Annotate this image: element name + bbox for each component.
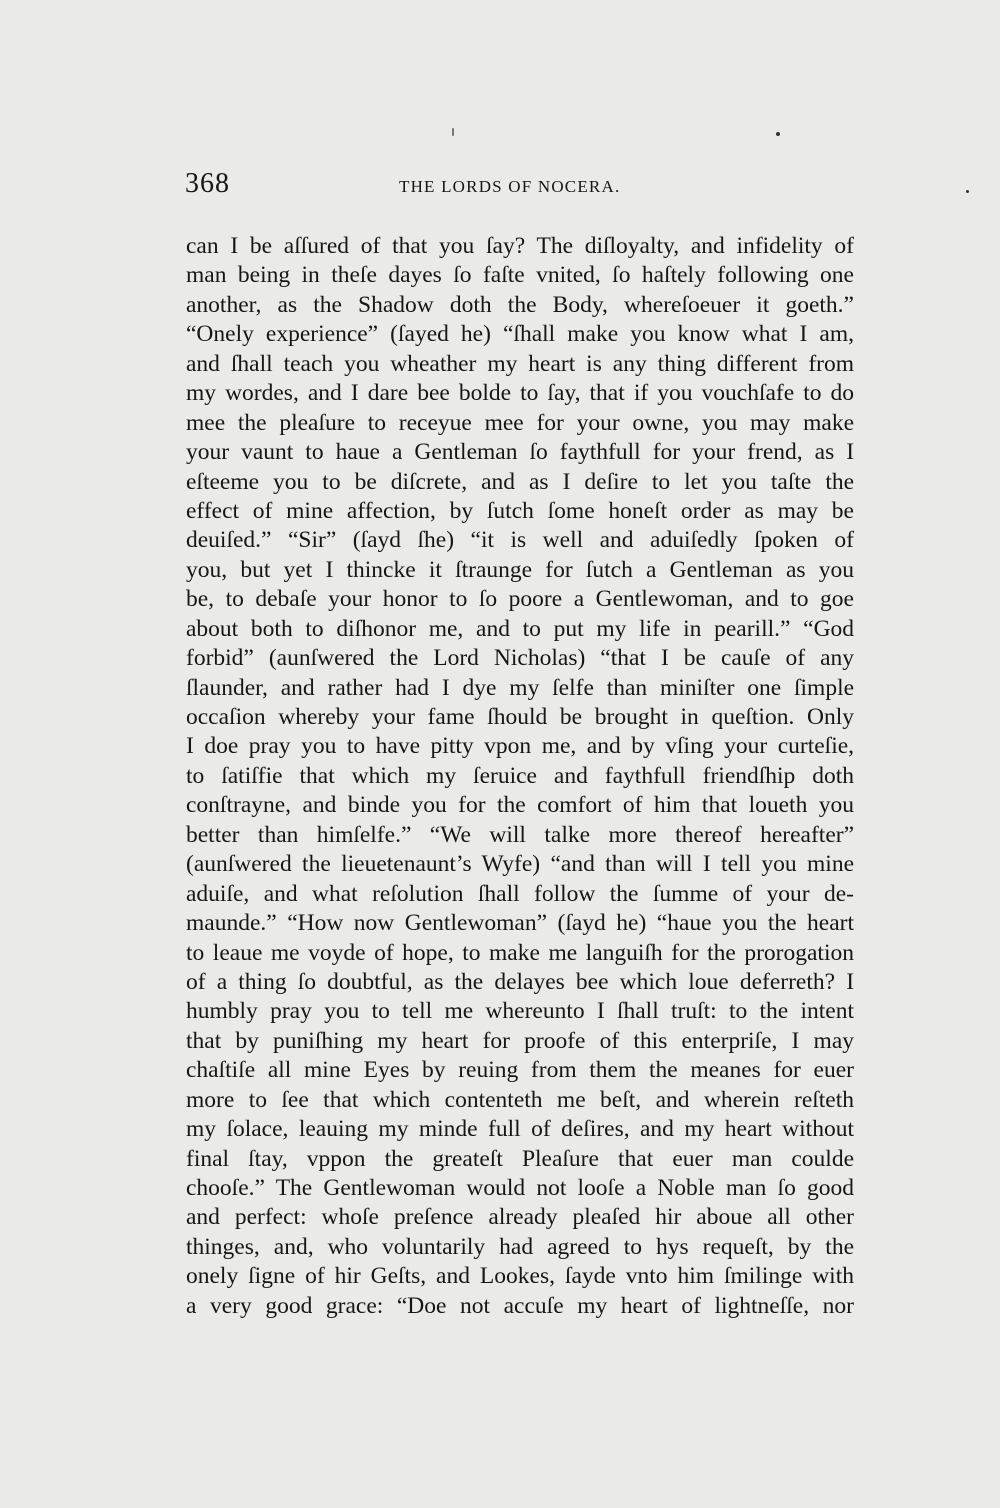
text-line: mee the pleaſure to receyue mee for your owne, you may make: [186, 409, 855, 436]
text-line: humbly pray you to tell me whereunto I ſhall truſt: to the intent: [186, 998, 854, 1025]
text-line: I doe pray you to have pitty vpon me, and by vſing your curteſie,: [186, 733, 855, 760]
text-line: occaſion whereby your fame ſhould be brought in queſtion. Only: [186, 704, 854, 730]
text-line: chooſe.” The Gentlewoman would not looſe a Noble man ſo good: [186, 1175, 854, 1201]
text-line: ſlaunder, and rather had I dye my ſelfe than miniſter one ſimple: [186, 674, 855, 701]
text-line: and perfect: whoſe preſence already pleaſed hir aboue all other: [186, 1204, 854, 1231]
text-line: can I be aſſured of that you ſay? The diſloyalty, and infidelity of: [186, 233, 854, 259]
page-header: [185, 168, 855, 204]
paper-speck: [966, 190, 969, 193]
text-line: final ſtay, vppon the greateſt Pleaſure that euer man coulde: [186, 1145, 855, 1172]
body-text: [186, 232, 854, 1321]
text-line: (aunſwered the lieuetenaunt’s Wyfe) “and than will I tell you mine: [186, 851, 855, 878]
text-line: my ſolace, leauing my minde full of deſires, and my heart without: [186, 1116, 854, 1143]
text-line: eſteeme you to be diſcrete, and as I deſire to let you taſte the: [186, 468, 855, 495]
text-line: chaſtiſe all mine Eyes by reuing from them the meanes for euer: [186, 1057, 854, 1084]
running-head: THE LORDS OF NOCERA.: [399, 177, 621, 196]
paper-speck: [452, 128, 454, 136]
text-line: maunde.” “How now Gentlewoman” (ſayd he) “haue you the heart: [186, 910, 855, 937]
text-line: to ſatiſfie that which my ſeruice and faythfull friendſhip doth: [186, 762, 855, 789]
text-line: aduiſe, and what reſolution ſhall follow the ſumme of your de-: [186, 880, 854, 907]
page-number: 368: [185, 168, 230, 199]
text-line: thinges, and, who voluntarily had agreed to hys requeſt, by the: [186, 1233, 855, 1260]
text-line: about both to diſhonor me, and to put my life in pearill.” “God: [186, 615, 855, 642]
text-line: of a thing ſo doubtful, as the delayes bee which loue deferreth? I: [186, 968, 855, 995]
text-line: better than himſelfe.” “We will talke more thereof hereafter”: [186, 821, 855, 848]
text-line: another, as the Shadow doth the Body, whereſoeuer it goeth.”: [186, 291, 854, 318]
text-line: onely ſigne of hir Geſts, and Lookes, ſayde vnto him ſmilinge with: [186, 1263, 854, 1290]
text-line: you, but yet I thincke it ſtraunge for ſutch a Gentleman as you: [186, 556, 854, 583]
text-line: your vaunt to haue a Gentleman ſo faythfull for your frend, as I: [186, 439, 855, 466]
text-line: forbid” (aunſwered the Lord Nicholas) “that I be cauſe of any: [186, 645, 855, 672]
text-line: effect of mine affection, by ſutch ſome honeſt order as may be: [186, 497, 854, 524]
text-line: my wordes, and I dare bee bolde to ſay, that if you vouchſafe to do: [186, 380, 855, 407]
text-line: to leaue me voyde of hope, to make me languiſh for the prorogation: [186, 939, 854, 966]
text-line: man being in theſe dayes ſo faſte vnited, ſo haſtely following one: [186, 262, 854, 289]
text-line: and ſhall teach you wheather my heart is any thing different from: [186, 350, 854, 377]
paper-speck: [776, 132, 780, 136]
text-line: a very good grace: “Doe not accuſe my heart of lightneſſe, nor: [186, 1292, 854, 1319]
text-line: deuiſed.” “Sir” (ſayd ſhe) “it is well and aduiſedly ſpoken of: [186, 527, 854, 554]
text-line: more to ſee that which contenteth me beſt, and wherein reſteth: [186, 1086, 855, 1113]
text-line: “Onely experience” (ſayed he) “ſhall make you know what I am,: [186, 321, 854, 348]
text-line: conſtrayne, and binde you for the comfort of him that loueth you: [186, 792, 854, 819]
text-line: be, to debaſe your honor to ſo poore a Gentlewoman, and to goe: [186, 586, 854, 613]
text-line: that by puniſhing my heart for proofe of this enterpriſe, I may: [186, 1027, 854, 1054]
